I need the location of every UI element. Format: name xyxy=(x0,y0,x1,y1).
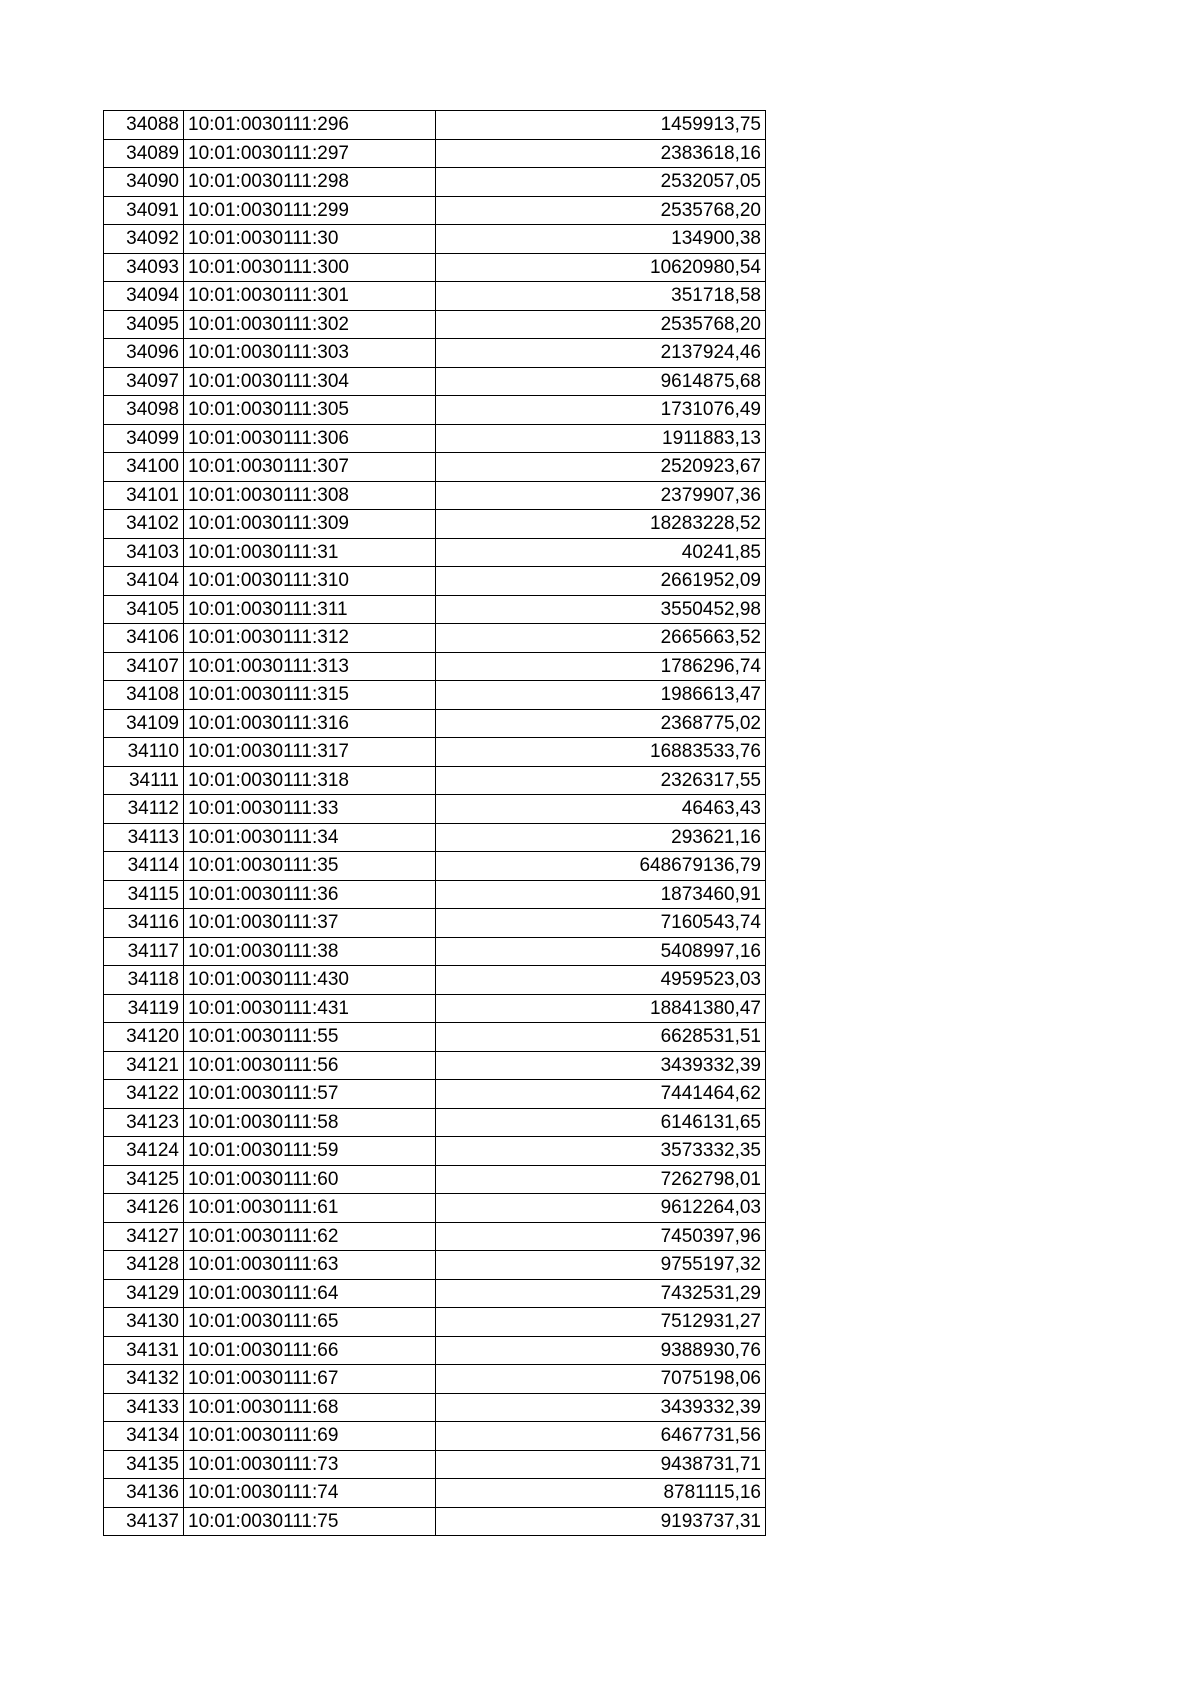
cadastral-number-cell: 10:01:0030111:69 xyxy=(184,1422,436,1451)
row-number-cell: 34100 xyxy=(104,453,184,482)
cadastral-number-cell: 10:01:0030111:66 xyxy=(184,1336,436,1365)
row-number-cell: 34121 xyxy=(104,1051,184,1080)
row-number-cell: 34096 xyxy=(104,339,184,368)
table-row xyxy=(104,1422,766,1451)
cadastral-number-cell: 10:01:0030111:317 xyxy=(184,738,436,767)
table-row xyxy=(104,453,766,482)
cadastral-number-cell: 10:01:0030111:36 xyxy=(184,880,436,909)
row-number-cell: 34102 xyxy=(104,510,184,539)
table-row xyxy=(104,652,766,681)
value-cell: 351718,58 xyxy=(436,282,766,311)
value-cell: 7160543,74 xyxy=(436,909,766,938)
cadastral-number-cell: 10:01:0030111:38 xyxy=(184,937,436,966)
cadastral-number-cell: 10:01:0030111:302 xyxy=(184,310,436,339)
row-number-cell: 34134 xyxy=(104,1422,184,1451)
value-cell: 4959523,03 xyxy=(436,966,766,995)
row-number-cell: 34101 xyxy=(104,481,184,510)
row-number-cell: 34105 xyxy=(104,595,184,624)
row-number-cell: 34117 xyxy=(104,937,184,966)
row-number-cell: 34118 xyxy=(104,966,184,995)
value-cell: 9614875,68 xyxy=(436,367,766,396)
cadastral-number-cell: 10:01:0030111:31 xyxy=(184,538,436,567)
row-number-cell: 34114 xyxy=(104,852,184,881)
cadastral-number-cell: 10:01:0030111:58 xyxy=(184,1108,436,1137)
table-row xyxy=(104,595,766,624)
table-row xyxy=(104,139,766,168)
value-cell: 10620980,54 xyxy=(436,253,766,282)
table-row xyxy=(104,1080,766,1109)
table-row xyxy=(104,738,766,767)
row-number-cell: 34091 xyxy=(104,196,184,225)
value-cell: 1786296,74 xyxy=(436,652,766,681)
cadastral-number-cell: 10:01:0030111:298 xyxy=(184,168,436,197)
value-cell: 46463,43 xyxy=(436,795,766,824)
cadastral-number-cell: 10:01:0030111:61 xyxy=(184,1194,436,1223)
cadastral-number-cell: 10:01:0030111:310 xyxy=(184,567,436,596)
cadastral-number-cell: 10:01:0030111:306 xyxy=(184,424,436,453)
table-row xyxy=(104,823,766,852)
cadastral-number-cell: 10:01:0030111:299 xyxy=(184,196,436,225)
cadastral-number-cell: 10:01:0030111:67 xyxy=(184,1365,436,1394)
value-cell: 2383618,16 xyxy=(436,139,766,168)
row-number-cell: 34107 xyxy=(104,652,184,681)
table-row xyxy=(104,339,766,368)
table-row xyxy=(104,1051,766,1080)
row-number-cell: 34095 xyxy=(104,310,184,339)
value-cell: 2137924,46 xyxy=(436,339,766,368)
row-number-cell: 34093 xyxy=(104,253,184,282)
value-cell: 6467731,56 xyxy=(436,1422,766,1451)
cadastral-number-cell: 10:01:0030111:308 xyxy=(184,481,436,510)
value-cell: 16883533,76 xyxy=(436,738,766,767)
cadastral-number-cell: 10:01:0030111:312 xyxy=(184,624,436,653)
data-table xyxy=(103,110,766,1536)
cadastral-number-cell: 10:01:0030111:57 xyxy=(184,1080,436,1109)
row-number-cell: 34098 xyxy=(104,396,184,425)
row-number-cell: 34123 xyxy=(104,1108,184,1137)
value-cell: 293621,16 xyxy=(436,823,766,852)
value-cell: 7075198,06 xyxy=(436,1365,766,1394)
table-row xyxy=(104,909,766,938)
table-row xyxy=(104,1108,766,1137)
cadastral-number-cell: 10:01:0030111:55 xyxy=(184,1023,436,1052)
value-cell: 3550452,98 xyxy=(436,595,766,624)
value-cell: 1911883,13 xyxy=(436,424,766,453)
value-cell: 1873460,91 xyxy=(436,880,766,909)
value-cell: 9388930,76 xyxy=(436,1336,766,1365)
cadastral-number-cell: 10:01:0030111:303 xyxy=(184,339,436,368)
cadastral-number-cell: 10:01:0030111:35 xyxy=(184,852,436,881)
table-row xyxy=(104,168,766,197)
row-number-cell: 34099 xyxy=(104,424,184,453)
table-row xyxy=(104,1479,766,1508)
row-number-cell: 34097 xyxy=(104,367,184,396)
row-number-cell: 34116 xyxy=(104,909,184,938)
row-number-cell: 34137 xyxy=(104,1507,184,1536)
value-cell: 3439332,39 xyxy=(436,1393,766,1422)
cadastral-number-cell: 10:01:0030111:430 xyxy=(184,966,436,995)
table-row xyxy=(104,396,766,425)
row-number-cell: 34110 xyxy=(104,738,184,767)
row-number-cell: 34129 xyxy=(104,1279,184,1308)
cadastral-number-cell: 10:01:0030111:75 xyxy=(184,1507,436,1536)
table-body xyxy=(104,111,766,1536)
cadastral-number-cell: 10:01:0030111:62 xyxy=(184,1222,436,1251)
cadastral-number-cell: 10:01:0030111:74 xyxy=(184,1479,436,1508)
row-number-cell: 34103 xyxy=(104,538,184,567)
table-row xyxy=(104,624,766,653)
row-number-cell: 34126 xyxy=(104,1194,184,1223)
value-cell: 1731076,49 xyxy=(436,396,766,425)
row-number-cell: 34108 xyxy=(104,681,184,710)
cadastral-number-cell: 10:01:0030111:30 xyxy=(184,225,436,254)
row-number-cell: 34120 xyxy=(104,1023,184,1052)
row-number-cell: 34132 xyxy=(104,1365,184,1394)
row-number-cell: 34124 xyxy=(104,1137,184,1166)
table-row xyxy=(104,538,766,567)
table-row xyxy=(104,1251,766,1280)
row-number-cell: 34094 xyxy=(104,282,184,311)
cadastral-number-cell: 10:01:0030111:73 xyxy=(184,1450,436,1479)
table-row xyxy=(104,681,766,710)
value-cell: 3439332,39 xyxy=(436,1051,766,1080)
row-number-cell: 34122 xyxy=(104,1080,184,1109)
row-number-cell: 34088 xyxy=(104,111,184,140)
table-row xyxy=(104,481,766,510)
row-number-cell: 34090 xyxy=(104,168,184,197)
row-number-cell: 34092 xyxy=(104,225,184,254)
table-row xyxy=(104,766,766,795)
row-number-cell: 34130 xyxy=(104,1308,184,1337)
row-number-cell: 34111 xyxy=(104,766,184,795)
table-row xyxy=(104,937,766,966)
value-cell: 9612264,03 xyxy=(436,1194,766,1223)
row-number-cell: 34128 xyxy=(104,1251,184,1280)
row-number-cell: 34127 xyxy=(104,1222,184,1251)
table-row xyxy=(104,852,766,881)
table-row xyxy=(104,510,766,539)
value-cell: 7450397,96 xyxy=(436,1222,766,1251)
value-cell: 2520923,67 xyxy=(436,453,766,482)
value-cell: 6146131,65 xyxy=(436,1108,766,1137)
value-cell: 40241,85 xyxy=(436,538,766,567)
table-row xyxy=(104,1393,766,1422)
table-row xyxy=(104,880,766,909)
value-cell: 18283228,52 xyxy=(436,510,766,539)
cadastral-number-cell: 10:01:0030111:60 xyxy=(184,1165,436,1194)
table-row xyxy=(104,1023,766,1052)
table-row xyxy=(104,1222,766,1251)
table-row xyxy=(104,567,766,596)
value-cell: 2326317,55 xyxy=(436,766,766,795)
value-cell: 6628531,51 xyxy=(436,1023,766,1052)
table-row xyxy=(104,1507,766,1536)
row-number-cell: 34125 xyxy=(104,1165,184,1194)
value-cell: 1459913,75 xyxy=(436,111,766,140)
table-row xyxy=(104,225,766,254)
table-row xyxy=(104,709,766,738)
cadastral-number-cell: 10:01:0030111:304 xyxy=(184,367,436,396)
value-cell: 9438731,71 xyxy=(436,1450,766,1479)
table-row xyxy=(104,795,766,824)
cadastral-number-cell: 10:01:0030111:307 xyxy=(184,453,436,482)
table-row xyxy=(104,1308,766,1337)
value-cell: 134900,38 xyxy=(436,225,766,254)
table-row xyxy=(104,1194,766,1223)
cadastral-number-cell: 10:01:0030111:56 xyxy=(184,1051,436,1080)
row-number-cell: 34115 xyxy=(104,880,184,909)
value-cell: 2665663,52 xyxy=(436,624,766,653)
table-row xyxy=(104,424,766,453)
cadastral-number-cell: 10:01:0030111:64 xyxy=(184,1279,436,1308)
value-cell: 9755197,32 xyxy=(436,1251,766,1280)
value-cell: 3573332,35 xyxy=(436,1137,766,1166)
table-row xyxy=(104,1137,766,1166)
cadastral-number-cell: 10:01:0030111:68 xyxy=(184,1393,436,1422)
value-cell: 7512931,27 xyxy=(436,1308,766,1337)
row-number-cell: 34104 xyxy=(104,567,184,596)
value-cell: 7432531,29 xyxy=(436,1279,766,1308)
table-row xyxy=(104,253,766,282)
row-number-cell: 34136 xyxy=(104,1479,184,1508)
value-cell: 7262798,01 xyxy=(436,1165,766,1194)
value-cell: 2535768,20 xyxy=(436,196,766,225)
value-cell: 2661952,09 xyxy=(436,567,766,596)
cadastral-number-cell: 10:01:0030111:311 xyxy=(184,595,436,624)
row-number-cell: 34135 xyxy=(104,1450,184,1479)
table-row xyxy=(104,994,766,1023)
cadastral-number-cell: 10:01:0030111:59 xyxy=(184,1137,436,1166)
cadastral-number-cell: 10:01:0030111:431 xyxy=(184,994,436,1023)
cadastral-number-cell: 10:01:0030111:37 xyxy=(184,909,436,938)
cadastral-number-cell: 10:01:0030111:297 xyxy=(184,139,436,168)
row-number-cell: 34119 xyxy=(104,994,184,1023)
cadastral-number-cell: 10:01:0030111:65 xyxy=(184,1308,436,1337)
table-row xyxy=(104,310,766,339)
value-cell: 648679136,79 xyxy=(436,852,766,881)
table-row xyxy=(104,966,766,995)
value-cell: 9193737,31 xyxy=(436,1507,766,1536)
cadastral-number-cell: 10:01:0030111:313 xyxy=(184,652,436,681)
value-cell: 8781115,16 xyxy=(436,1479,766,1508)
cadastral-number-cell: 10:01:0030111:301 xyxy=(184,282,436,311)
value-cell: 18841380,47 xyxy=(436,994,766,1023)
table-row xyxy=(104,1279,766,1308)
table-row xyxy=(104,1336,766,1365)
cadastral-number-cell: 10:01:0030111:34 xyxy=(184,823,436,852)
value-cell: 2532057,05 xyxy=(436,168,766,197)
table-row xyxy=(104,196,766,225)
table-row xyxy=(104,282,766,311)
value-cell: 2535768,20 xyxy=(436,310,766,339)
table-row xyxy=(104,1365,766,1394)
cadastral-number-cell: 10:01:0030111:316 xyxy=(184,709,436,738)
value-cell: 7441464,62 xyxy=(436,1080,766,1109)
cadastral-number-cell: 10:01:0030111:63 xyxy=(184,1251,436,1280)
table-row xyxy=(104,111,766,140)
row-number-cell: 34133 xyxy=(104,1393,184,1422)
table-row xyxy=(104,1165,766,1194)
value-cell: 1986613,47 xyxy=(436,681,766,710)
row-number-cell: 34109 xyxy=(104,709,184,738)
row-number-cell: 34106 xyxy=(104,624,184,653)
row-number-cell: 34112 xyxy=(104,795,184,824)
cadastral-number-cell: 10:01:0030111:33 xyxy=(184,795,436,824)
row-number-cell: 34131 xyxy=(104,1336,184,1365)
cadastral-number-cell: 10:01:0030111:296 xyxy=(184,111,436,140)
cadastral-number-cell: 10:01:0030111:305 xyxy=(184,396,436,425)
table-row xyxy=(104,1450,766,1479)
value-cell: 2368775,02 xyxy=(436,709,766,738)
value-cell: 2379907,36 xyxy=(436,481,766,510)
cadastral-number-cell: 10:01:0030111:300 xyxy=(184,253,436,282)
cadastral-number-cell: 10:01:0030111:315 xyxy=(184,681,436,710)
row-number-cell: 34113 xyxy=(104,823,184,852)
cadastral-number-cell: 10:01:0030111:318 xyxy=(184,766,436,795)
value-cell: 5408997,16 xyxy=(436,937,766,966)
row-number-cell: 34089 xyxy=(104,139,184,168)
cadastral-number-cell: 10:01:0030111:309 xyxy=(184,510,436,539)
table-row xyxy=(104,367,766,396)
